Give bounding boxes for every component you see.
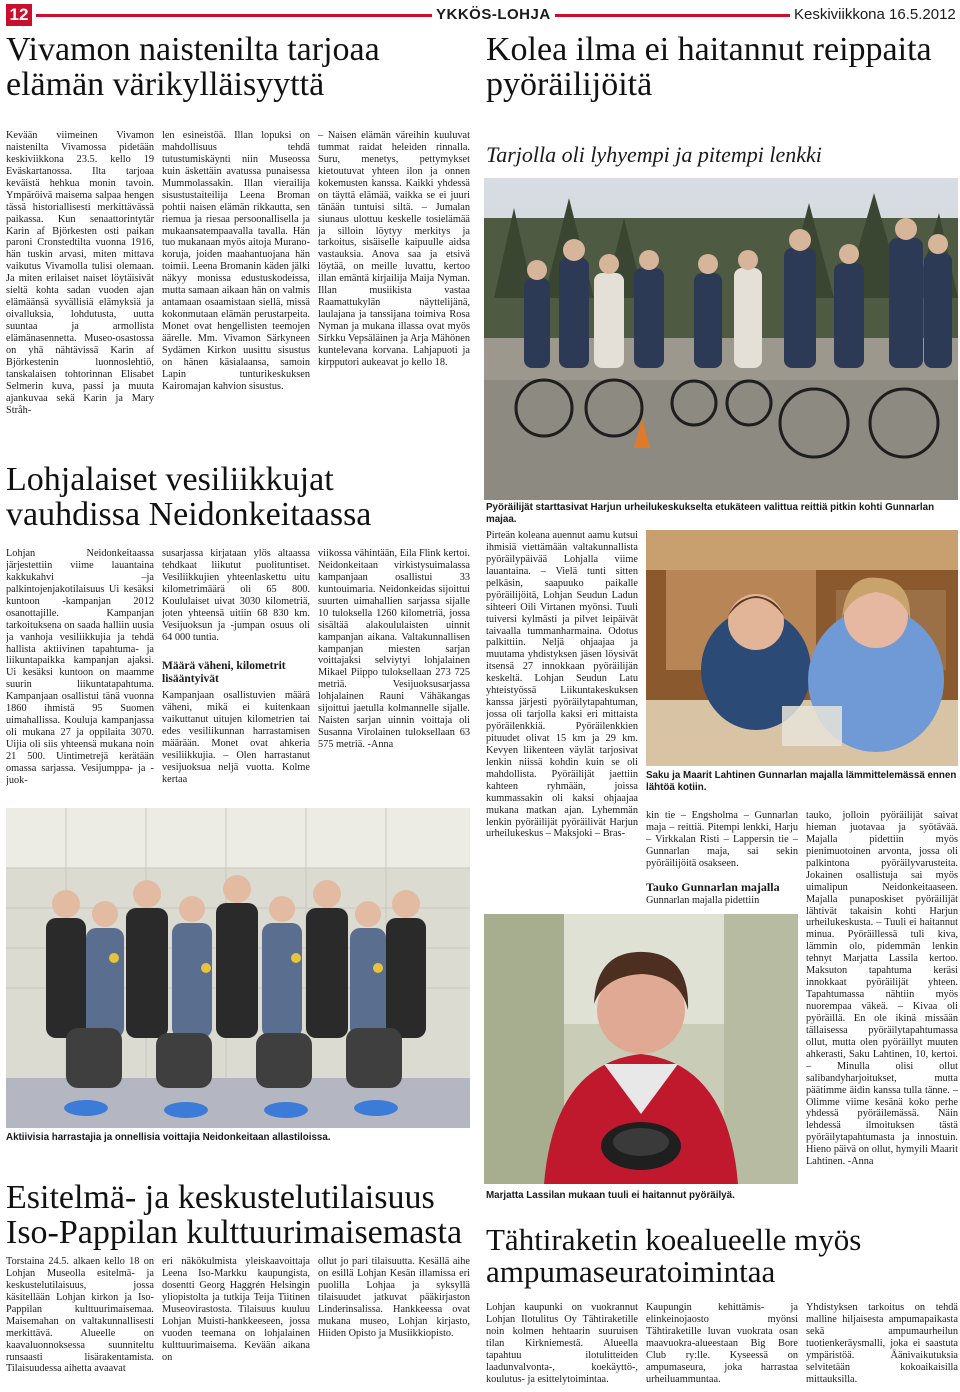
dateline: Keskiviikkona 16.5.2012 bbox=[790, 6, 960, 23]
masthead: YKKÖS-LOHJA bbox=[432, 6, 555, 23]
cycling-column-3: tauko, jolloin pyöräilijät saivat hieman juotavaa ja syötävää. Majalla pidettiin myös pienimuotoinen arvonta, jossa oli palkintona pyöräilyvarusteita. Jokainen osallistuja sai myös uimalipun Neidonkeitaaseen. Majalla punaposkiset pyöräilijät lähtivät takaisin kohti Harjun urheilukeskusta. – Tuuli ei haitannut minua. Pyöräillessä tuli kiva, lämmin olo, pidemmän lenkin tehnyt Marjatta Lassila kertoo. Maksuton tapahtuma keräsi innokkaat pyöräilijät yhteen. Tapahtumassa nähtiin myös nuorempaa väkeä. – Kivaa oli pyöräillä. En ole ikinä missään tällaisessa pyöräilytapahtumassa ollut, mutta olen pyöräillyt muuten ahkerasti, Saku Lahtinen, 10, kertoi. – Minulla olisi ollut salibandyharjoitukset, mutta päätimme äidin kanssa tulla tänne. – Olimme viime kesänä koko perhe yhdessä pyöräilemässä. Näin lehdessä ilmoituksen tästä pyöräilytapahtumasta ja innostuin. Hieno päivä on ollut, hymyili Maarit Lahtinen. -Anna bbox=[806, 810, 958, 1168]
saku-maarit-photo bbox=[646, 530, 958, 766]
cycling-column-2a: kin tie – Engsholma – Gunnarlan maja – reittiä. Pitempi lenkki, Harju – Virkkalan Risti – Lappersin tie – Gunnarlan maja, sai sekin pyöräilijöitä osakseen. bbox=[646, 810, 798, 869]
iso-pappila-column-3: ollut jo pari tilaisuutta. Kesällä aihe on esillä Lohjan Kesän illamissa eri puolilla Lohjaa ja syksyllä tilaisuudet jatkuvat pääkirjaston Linderinsalissa. Hankkeessa ovat mukana museo, Lohjan kirjasto, Hiiden Opisto ja Musiikkiopisto. bbox=[318, 1256, 470, 1339]
saku-maarit-caption: Saku ja Maarit Lahtinen Gunnarlan majalla lämmittelemässä ennen lähtöä kotiin. bbox=[646, 770, 957, 793]
tahtiraketti-headline: Tähtiraketin koealueelle myös ampumaseuratoimintaa bbox=[486, 1222, 862, 1290]
vivamo-column-3: – Naisen elämän väreihin kuuluvat tummat raidat heleiden rinnalla. Suru, menetys, pettymykset kietoutuvat yhteen ilon ja onnen kokemusten kanssa. Kaikki yhdessä on täyttä elämää, vaikka se ei juuri tänään tuntuisi siltä. – Jumalan siunaus ulottuu keskelle tosielämää ja silloin löytyy merkitys ja tarkoitus, sisäiselle kaipuulle aidsa vastauksia. Anova saa ja etsivä löytää, on meille luvattu, kertoo illan emäntä kirjailija Maija Nyman. Illan musiikista vastaa Raamattukylän näyttelijänä, laulajana ja tanssijana toimiva Rosa Nyman ja mukana illassa ovat myös Sirkku Vepsäläinen ja Arja Mähönen kuntelevana korvana. Lahjapuoti ja kirpputori aukeavat jo kello 18. bbox=[318, 130, 470, 368]
water-column-2b: Kampanjaan osallistuvien määrä väheni, mikä ei kuitenkaan vaikuttanut uitujen kilometrien tai edes vesiliikunnan harrastamisen määrään. Monet ovat ahkeria vesiliikkujia. – Olen harrastanut vesijuoksua neljä vuotta. Kolme kertaa bbox=[162, 690, 310, 785]
marjatta-caption: Marjatta Lassilan mukaan tuuli ei haitannut pyöräilyä. bbox=[486, 1190, 735, 1201]
water-column-2: susarjassa kirjataan ylös altaassa tehdkaat liikutut puolituntiset. Vesiliikkujien yhteenlaskettu uitu kilometrimäärä oli 65 800. Koululaiset uivat 3030 kilometriä, joten yhteensä uitiin 68 830 km. Vesijuoksun ja -jumpan osuus oli 64 000 tuntia. bbox=[162, 548, 310, 643]
pool-group-photo bbox=[6, 808, 470, 1128]
cycling-column-2-subhead: Tauko Gunnarlan majalla bbox=[646, 880, 780, 894]
tahtiraketti-column-1: Lohjan kaupunki on vuokrannut Lohjan Ilotulitus Oy Tähtiraketille noin kolmen hehtaarin suuruisen tilan Kirkniemestä. Alueella tapahtuu ilotulitteiden laadunvalvonta-, koekäyttö-, koulutus- ja esittelytoimintaa. bbox=[486, 1302, 638, 1385]
tahtiraketti-column-3: Yhdistyksen tarkoitus on tehdä malline hiljaisesta ampumapaikasta sekä ampumaurheilun tuotienkeräysmalli, joka ei saastuta ympäristöä. Äänivaikutuksia selvitetään kokoaikaisilla mittauksilla. bbox=[806, 1302, 958, 1385]
cycling-subhead: Tarjolla oli lyhyempi ja pitempi lenkki bbox=[486, 142, 822, 167]
cyclists-group-photo bbox=[484, 178, 958, 500]
water-headline: Lohjalaiset vesiliikkujat vauhdissa Neidonkeitaassa bbox=[6, 461, 372, 534]
water-column-1: Lohjan Neidonkeitaassa järjestettiin viime lauantaina kakkukahvi –ja palkintojenjakotilaisuus Ui kesäksi kuntoon -kampanjan 2012 osanottajille. Kampanjan tarkoituksena on saada halliin uusia ja vanhoja vesiliikkujia ja tehdä hallista aktiivinen tapahtuma- ja liikuntapaikka kampanjan ajaksi. Ui kesäksi kuntoon on maamme suurin liikuntatapahtuma. Kampanjaan osallistui tänä vuonna 1860 ihmistä 95 Suomen uimahallissa. Kouluja kampanjassa oli mukana 27 ja oppilaita 3070. Uijia oli siis yhteensä mukana noin 21 500. Uintimetrejä kerätään omassa sarjassa. Vesijumppa- ja -juok- bbox=[6, 548, 154, 786]
water-column-2-subhead: Määrä väheni, kilometrit lisääntyivät bbox=[162, 660, 286, 686]
cycling-photo1-caption: Pyöräilijät starttasivat Harjun urheilukeskukselta etukäteen valittua reittiä pitkin kohti Gunnarlan majaa. bbox=[486, 502, 935, 525]
water-column-3: viikossa vähintään, Eila Flink kertoi. Neidonkeitaan virkistysuimalassa kampanjaan osallistui 33 kuntouimaria. Neidonkeidas sijoittui suurten uimahallien sarjassa sijalle 10 tuloksella 1260 kilometriä, jossa sisältää alakoululaisten uinnit kampanjan aikana. Valtakunnallisen kampanjan miesten sarjan voittajaksi selviytyi lohjalainen Mikael Piippo tuloksellaan 273 725 metriä. Vesijuoksusarjassa lohjalainen Rauni Vähäkangas sijoittui jaetulla kolmannelle sijalle. Naisten sarjan uinnin voittaja oli Susanna Virolainen tuloksellaan 63 575 metriä. -Anna bbox=[318, 548, 470, 750]
iso-pappila-headline: Esitelmä- ja keskustelutilaisuus Iso-Pappilan kulttuurimaisemasta bbox=[6, 1179, 463, 1252]
vivamo-headline: Vivamon naistenilta tarjoaa elämän värikylläisyyttä bbox=[6, 31, 380, 104]
cycling-headline: Kolea ilma ei haitannut reippaita pyöräilijöitä bbox=[486, 31, 932, 104]
pool-photo-caption: Aktiivisia harrastajia ja onnellisia voittajia Neidonkeitaan allastiloissa. bbox=[6, 1132, 331, 1143]
vivamo-column-1: Kevään viimeinen Vivamon naistenilta Vivamossa pidetään keskiviikkona 23.5. kello 19 Eväskartanossa. Ilta tarjoaa keväistä hehkua monin tavoin. Ympäröivä maisema salpaa hengen tässä historiallisesti merkittävässä paikassa. Kun senaattorintytär Karin af Björkesten osti paikan paroni Cronstedtilta vuonna 1916, hän tuskin arvasi, miten mittava vaikutus Vivamolla tulisi olemaan. Ja miten erilaiset naiset löytäisivät sieltä kohta sadan vuoden ajan elämäänsä syvällisiä elämyksiä ja oivalluksia, lohdutusta, uutta suuntaa ja armollista elämänasennetta. Museo-osastossa on yhä nähtävissä Karin af Björkestenin luonnoslehtiö, tanskalaisen tohtorinnan Elisabet Selmerin kuva, passi ja muuta ajankuvaa sekä Karin ja Mary Stråh- bbox=[6, 130, 154, 416]
cycling-column-2b: Gunnarlan majalla pidettiin bbox=[646, 895, 760, 906]
marjatta-photo bbox=[484, 914, 798, 1184]
iso-pappila-column-1: Torstaina 24.5. alkaen kello 18 on Lohjan Museolla esitelmä- ja keskustelutilaisuus, jossa käsitellään Lohjan kirkon ja Iso-Pappilan kulttuurimaisemaa. Maisemahan on valtakunnallisesti merkittävä. Alueelle on kaavaluonnoksessa suunniteltu runsaasti lisärakentamista. Tilaisuudessa aihetta avaavat bbox=[6, 1256, 154, 1375]
cycling-column-1: Pirteän koleana auennut aamu kutsui ihmisiä viettämään valtakunnallista pyöräilypäivää Lohjalla viime lauantaina. – Vielä tunti sitten pelkäsin, saapuuko paikalle pyöräilijöitä, Lohjan Seudun Ladun sihteeri Oili Virtanen myönsi. Tuuli tuiversi kylmästi ja pilvet leipäivät taivaalla tummanharmaina. Odotus palkittiin. Neljä ohjaajaa ja muutama yhdistyksen jäsen löysivät itsensä 27 innokkaan pyöräilijän keskeltä. Lohjan Seudun Latu yhteistyössä Liikuntakeskuksen kanssa järjesti pyöräilytapahtuman, jossa oli tarjolla kaksi eri mittaista pyöräilenkkiä. Pyöräilenkkien pituudet olivat 15 km ja 29 km. Kevyen liikenteen väylät tarjosivat lenkin niissä kohdin kuin se oli mahdollista. Pyöräilijät jaettiin kahteen ryhmään, joissa kummassakin oli kaksi ohjaajaa mukana matkan ajan. Lyhemmän lenkin pyöräilijät pyöräilivät Harjun urheilukeskus – Maksjoki – Bras- bbox=[486, 530, 638, 840]
tahtiraketti-column-2: Kaupungin kehittämis- ja elinkeinojaosto myönsi Tähtiraketille luvan vuokrata osan maavuokra-alueestaan Big Bore Club ry:lle. Kyseessä on ampumaseura, joka harrastaa urheiluammuntaa. bbox=[646, 1302, 798, 1385]
iso-pappila-column-2: eri näkökulmista yleiskaavoittaja Leena Iso-Markku kaupungista, dosentti Georg Haggrén Helsingin yliopistolta ja tutkija Teija Tiitinen Museovirastosta. Tilaisuus kuuluu Lohjan Muisti-hankkeeseen, jossa vuoden teemana on lohjalainen kulttuurimaisema. Kevään aikana on bbox=[162, 1256, 310, 1363]
vivamo-column-2: len esineistöä. Illan lopuksi on mahdollisuus tehdä tutustumiskäynti niin Museossa kuin äskettäin avatussa punaisessa Mummolassakin. Illan vierailija sisustustaiteilija Leena Broman pohtii naisen elämän rikkautta, sen riemua ja riesaa persoonallisella ja mukaansatempaavalla tavalla. Hän tuo mukanaan myös aitoja Murano-koruja, joiden maahantuojana hän toimii. Leena Bromanin käden jälki näkyy monissa edustuskodeissa, mutta samaan aikaan hän on valmis antamaan osaamistaan siellä, missä kokonmutaan elämän perustarpeita. Monet ovat hengellisten teemojen äärelle. Mm. Vivamon Särkyneen Sydämen Kirkon uusittu sisustus on hänen käsialaansa, samoin Lapin tunturikeskuksen Kairomajan kahvion sisustus. bbox=[162, 130, 310, 392]
page-number: 12 bbox=[6, 4, 32, 26]
